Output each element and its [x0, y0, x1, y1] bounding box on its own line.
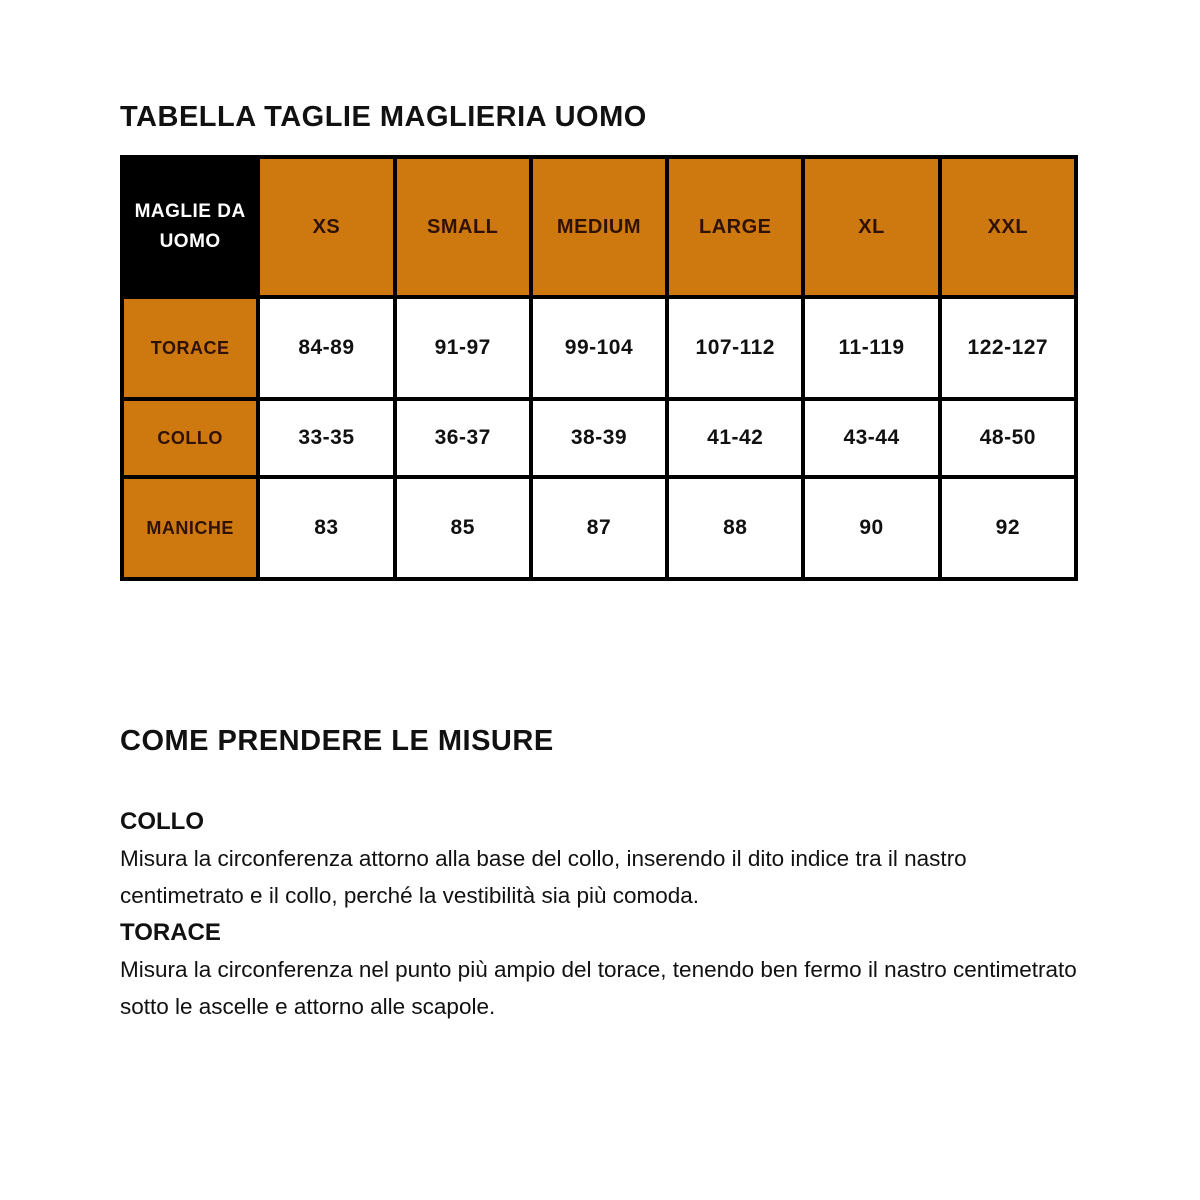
value-torace-large: 107-112: [667, 297, 803, 399]
value-collo-xl: 43-44: [803, 399, 939, 477]
measure-guide-title: COME PRENDERE LE MISURE: [120, 725, 554, 757]
value-maniche-xl: 90: [803, 477, 939, 579]
corner-cell: MAGLIE DA UOMO: [122, 157, 258, 297]
value-maniche-large: 88: [667, 477, 803, 579]
measure-heading-collo: COLLO: [120, 808, 204, 835]
table-header-row: [122, 157, 1076, 297]
value-torace-small: 91-97: [395, 297, 531, 399]
value-collo-small: 36-37: [395, 399, 531, 477]
page-title: TABELLA TAGLIE MAGLIERIA UOMO: [120, 101, 647, 133]
table-row-maniche: [122, 477, 1076, 579]
measure-paragraph-collo: Misura la circonferenza attorno alla base del collo, inserendo il dito indice tra il nastro centimetrato e il collo, perché la vestibilità sia più comoda.: [120, 846, 967, 908]
row-label-torace: TORACE: [122, 297, 258, 399]
column-header-large: LARGE: [667, 157, 803, 297]
measure-heading-torace: TORACE: [120, 919, 221, 946]
column-header-medium: MEDIUM: [531, 157, 667, 297]
value-maniche-xs: 83: [258, 477, 394, 579]
value-collo-xs: 33-35: [258, 399, 394, 477]
value-collo-xxl: 48-50: [940, 399, 1076, 477]
value-torace-xxl: 122-127: [940, 297, 1076, 399]
column-header-xxl: XXL: [940, 157, 1076, 297]
value-maniche-medium: 87: [531, 477, 667, 579]
size-table: [120, 155, 1078, 581]
value-maniche-small: 85: [395, 477, 531, 579]
column-header-xl: XL: [803, 157, 939, 297]
column-header-xs: XS: [258, 157, 394, 297]
measure-paragraph-torace: Misura la circonferenza nel punto più ampio del torace, tenendo ben fermo il nastro centimetrato sotto le ascelle e attorno alle scapole.: [120, 957, 1077, 1019]
value-torace-medium: 99-104: [531, 297, 667, 399]
value-collo-large: 41-42: [667, 399, 803, 477]
value-collo-medium: 38-39: [531, 399, 667, 477]
column-header-small: SMALL: [395, 157, 531, 297]
value-torace-xl: 11-119: [803, 297, 939, 399]
value-torace-xs: 84-89: [258, 297, 394, 399]
value-maniche-xxl: 92: [940, 477, 1076, 579]
row-label-maniche: MANICHE: [122, 477, 258, 579]
table-row-collo: [122, 399, 1076, 477]
measure-guide: [120, 803, 1082, 1025]
row-label-collo: COLLO: [122, 399, 258, 477]
table-row-torace: [122, 297, 1076, 399]
